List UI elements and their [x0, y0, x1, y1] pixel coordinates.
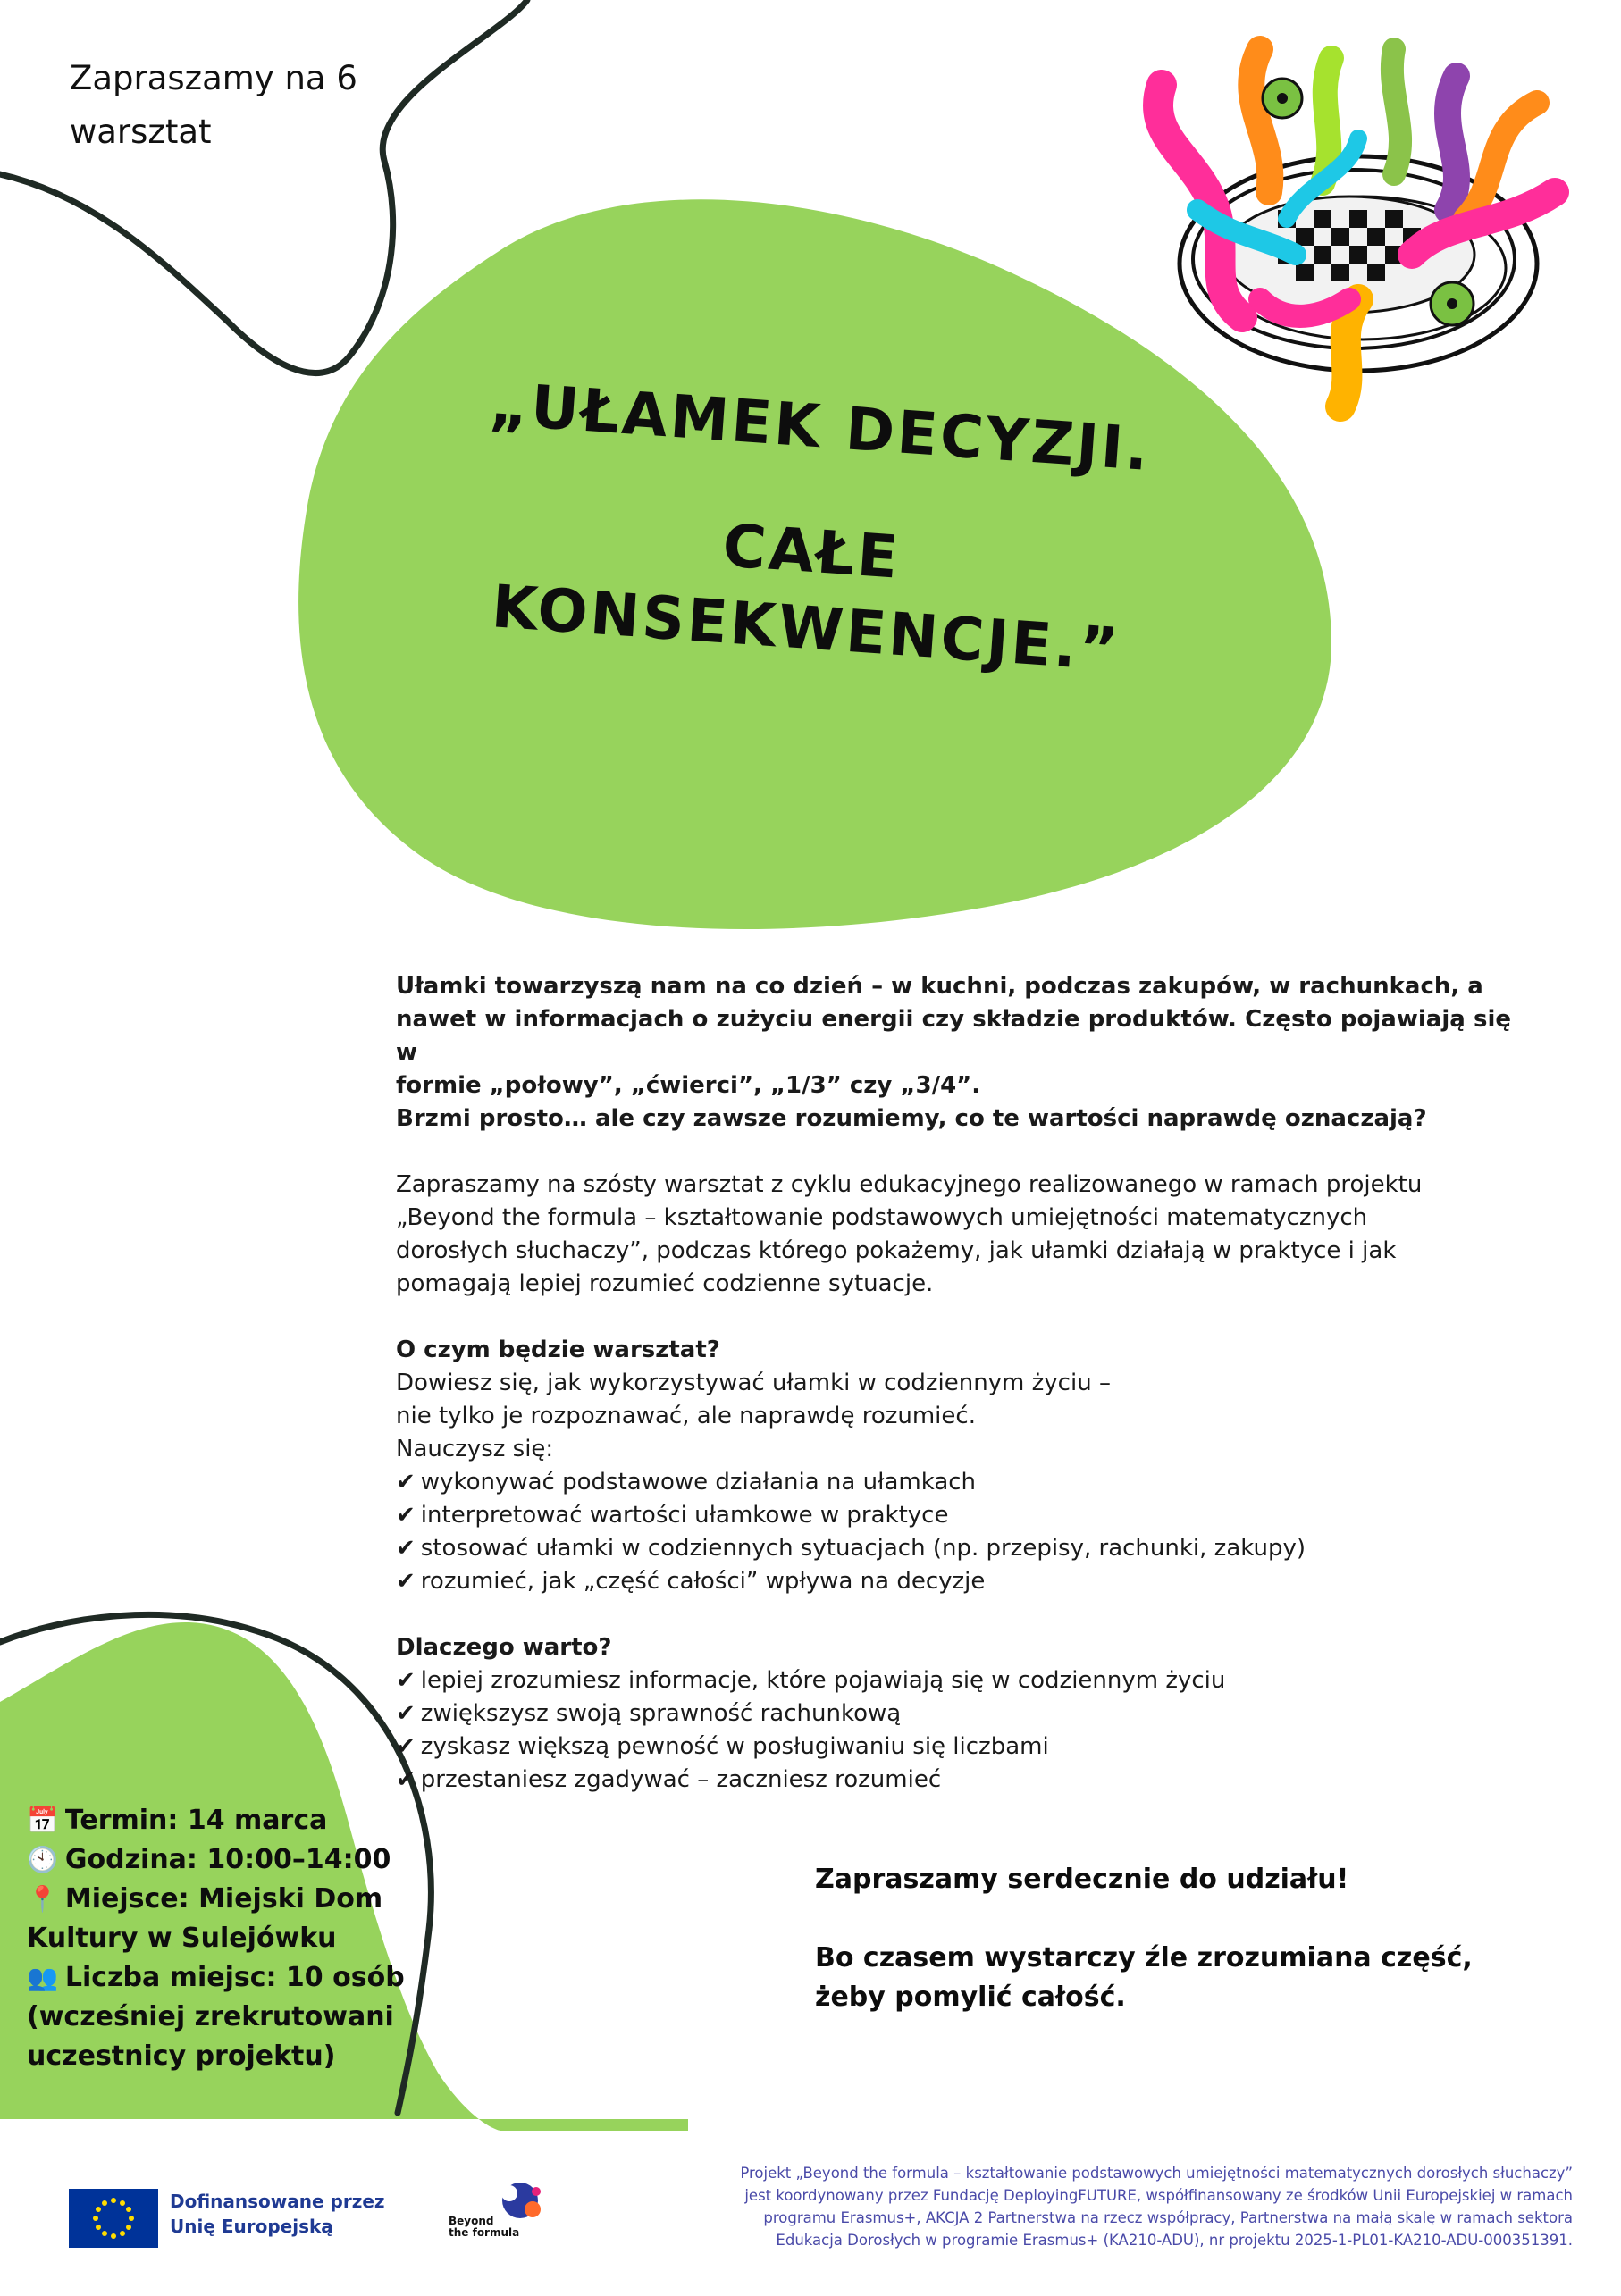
calendar-icon: 📅 — [27, 1806, 58, 1835]
beyond-the-formula-label: Beyond the formula — [449, 2215, 520, 2239]
invite-line-4: pomagają lepiej rozumieć codzienne sytuacje. — [396, 1270, 934, 1297]
check-icon: ✔ — [396, 1667, 416, 1694]
intro-line-1: Zapraszamy na 6 — [70, 59, 357, 97]
learn-item: ✔ rozumieć, jak „część całości” wpływa na decyzje — [396, 1568, 986, 1595]
headline-line-1: „UŁAMEK DECYZJI. — [487, 369, 1154, 485]
lead-line-1: Ułamki towarzyszą nam na co dzień – w kuchni, podczas zakupów, w rachunkach, a — [396, 973, 1483, 1000]
clock-icon: 🕙 — [27, 1845, 58, 1874]
event-time: 🕙 Godzina: 10:00–14:00 — [27, 1844, 391, 1875]
intro-text — [70, 52, 445, 159]
closing-line-3: żeby pomylić całość. — [815, 1982, 1126, 2013]
why-item: ✔ lepiej zrozumiesz informacje, które pojawiają się w codziennym życiu — [396, 1667, 1226, 1694]
about-line-1: Dowiesz się, jak wykorzystywać ułamki w codziennym życiu – — [396, 1370, 1111, 1396]
check-icon: ✔ — [396, 1535, 416, 1562]
check-icon: ✔ — [396, 1733, 416, 1760]
event-seats: 👥 Liczba miejsc: 10 osób — [27, 1962, 405, 1993]
why-item: ✔ zwiększysz swoją sprawność rachunkową — [396, 1700, 902, 1727]
event-seats-line-3: uczestnicy projektu) — [27, 2040, 336, 2072]
event-date: 📅 Termin: 14 marca — [27, 1805, 328, 1836]
invite-line-3: dorosłych słuchaczy”, podczas którego pokażemy, jak ułamki działają w praktyce i jak — [396, 1237, 1397, 1264]
eu-funding-label: Dofinansowane przez Unię Europejską — [170, 2191, 385, 2237]
body-content — [396, 970, 1511, 1797]
learn-item: ✔ stosować ułamki w codziennych sytuacjach (np. przepisy, rachunki, zakupy) — [396, 1535, 1306, 1562]
check-icon: ✔ — [396, 1469, 416, 1496]
lead-line-4: Brzmi prosto… ale czy zawsze rozumiemy, co te wartości naprawdę oznaczają? — [396, 1105, 1427, 1132]
headline-line-3: KONSEKWENCJE.” — [489, 572, 1123, 685]
about-line-2: nie tylko je rozpoznawać, ale naprawdę rozumieć. — [396, 1403, 976, 1429]
colorful-brain-illustration-icon — [1126, 31, 1573, 442]
footer-project-note: Projekt „Beyond the formula – kształtowanie podstawowych umiejętności matematycznych dorosłych słuchaczy” jest koordynowany przez Fundację DeployingFUTURE, współfinansowany ze środków Unii Europejskiej w ramach programu Erasmus+, AKCJA 2 Partnerstwa na rzecz współpracy, Partnerstwa na małą skalę w ramach sektora Edukacja Dorosłych w programie Erasmus+ (KA210-ADU), nr projektu 2025-1-PL01-KA210-ADU-000351391. — [740, 2165, 1573, 2249]
check-icon: ✔ — [396, 1766, 416, 1793]
people-icon: 👥 — [27, 1963, 58, 1992]
about-heading: O czym będzie warsztat? — [396, 1337, 720, 1363]
check-icon: ✔ — [396, 1700, 416, 1727]
headline — [411, 362, 1215, 695]
why-item: ✔ zyskasz większą pewność w posługiwaniu się liczbami — [396, 1733, 1049, 1760]
invite-line-1: Zapraszamy na szósty warsztat z cyklu edukacyjnego realizowanego w ramach projektu — [396, 1171, 1423, 1198]
learn-item: ✔ wykonywać podstawowe działania na ułamkach — [396, 1469, 977, 1496]
lead-line-2: nawet w informacjach o zużyciu energii czy składzie produktów. Często pojawiają się w — [396, 1006, 1511, 1066]
event-info — [27, 1801, 429, 2076]
pin-icon: 📍 — [27, 1884, 58, 1914]
learn-item: ✔ interpretować wartości ułamkowe w praktyce — [396, 1502, 949, 1529]
headline-line-2: CAŁE — [720, 511, 903, 592]
closing-line-2: Bo czasem wystarczy źle zrozumiana część, — [815, 1942, 1473, 1973]
event-place: 📍 Miejsce: Miejski Dom — [27, 1883, 383, 1915]
event-seats-line-2: (wcześniej zrekrutowani — [27, 2001, 394, 2032]
lead-line-3: formie „połowy”, „ćwierci”, „1/3” czy „3/4”. — [396, 1072, 981, 1099]
why-item: ✔ przestaniesz zgadywać – zaczniesz rozumieć — [396, 1766, 942, 1793]
eu-flag-icon — [69, 2189, 158, 2248]
closing-text — [815, 1860, 1530, 2017]
check-icon: ✔ — [396, 1568, 416, 1595]
check-icon: ✔ — [396, 1502, 416, 1529]
learn-intro: Nauczysz się: — [396, 1436, 554, 1462]
closing-line-1: Zapraszamy serdecznie do udziału! — [815, 1864, 1349, 1895]
event-place-line-2: Kultury w Sulejówku — [27, 1923, 337, 1954]
why-heading: Dlaczego warto? — [396, 1634, 612, 1661]
intro-line-2: warsztat — [70, 113, 212, 151]
invite-line-2: „Beyond the formula – kształtowanie podstawowych umiejętności matematycznych — [396, 1204, 1368, 1231]
